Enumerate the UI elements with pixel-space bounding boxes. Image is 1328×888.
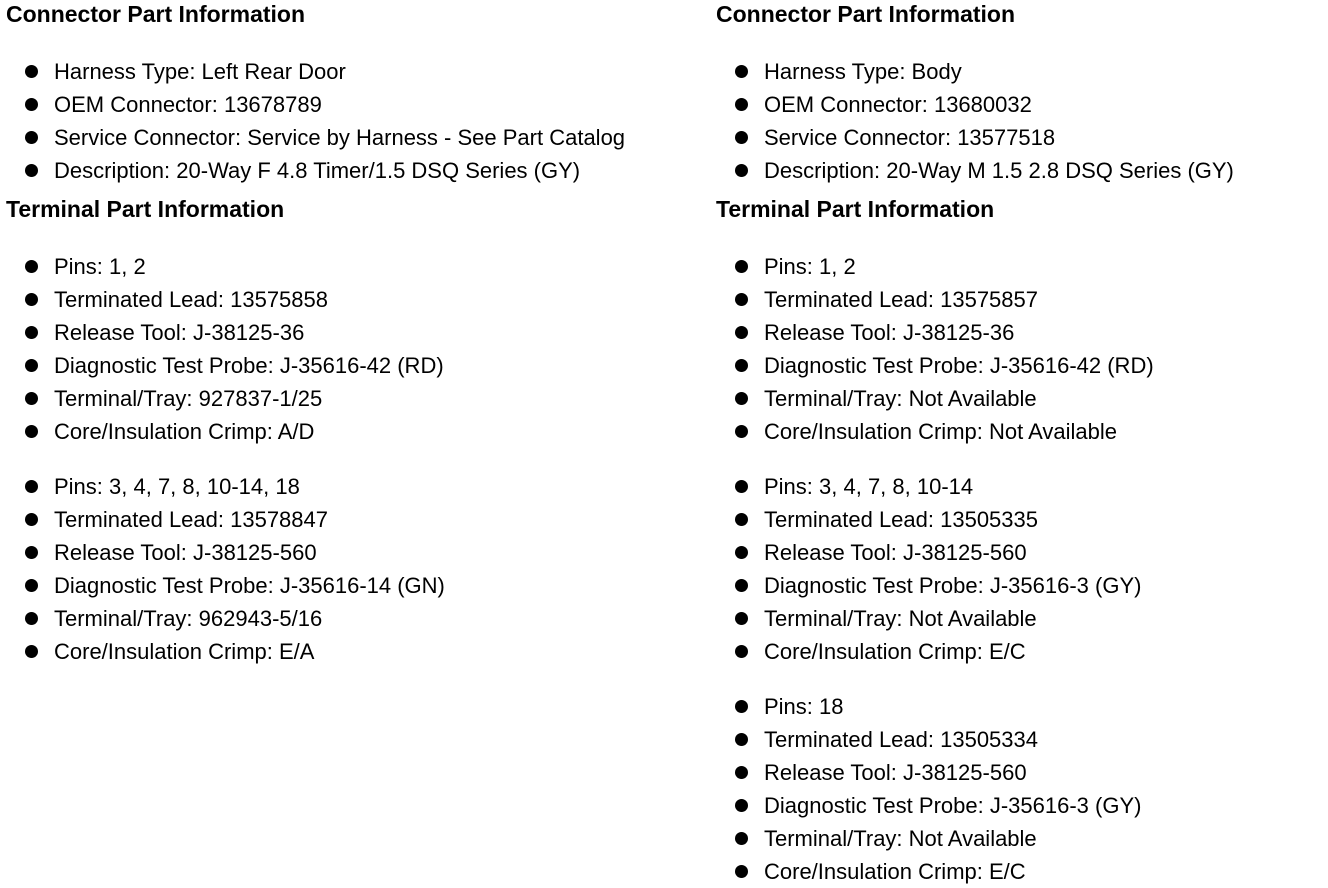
bullet-icon — [25, 513, 38, 526]
bullet-icon — [735, 546, 748, 559]
bullet-icon — [735, 700, 748, 713]
bullet-icon — [735, 98, 748, 111]
bullet-icon — [25, 612, 38, 625]
list-item — [6, 602, 706, 635]
list-item-text: Diagnostic Test Probe: J-35616-42 (RD) — [54, 353, 444, 378]
bullet-icon — [25, 326, 38, 339]
list-item — [716, 470, 1322, 503]
list-item — [716, 154, 1322, 187]
list-item — [6, 536, 706, 569]
list-item-text: Terminal/Tray: 962943-5/16 — [54, 606, 323, 631]
terminal-group-list — [6, 250, 706, 448]
bullet-icon — [25, 579, 38, 592]
list-item-text: OEM Connector: 13680032 — [764, 92, 1032, 117]
terminal-group-list — [6, 470, 706, 668]
left-column — [6, 0, 706, 668]
list-item-text: Diagnostic Test Probe: J-35616-42 (RD) — [764, 353, 1154, 378]
list-item-text: Harness Type: Body — [764, 59, 962, 84]
list-item-text: Diagnostic Test Probe: J-35616-3 (GY) — [764, 573, 1142, 598]
list-item — [716, 283, 1322, 316]
list-item-text: Core/Insulation Crimp: E/A — [54, 639, 315, 664]
right-column — [716, 0, 1322, 888]
terminal-part-heading: Terminal Part Information — [6, 196, 285, 222]
list-item — [716, 690, 1322, 723]
list-item — [716, 250, 1322, 283]
list-item-text: Release Tool: J-38125-560 — [764, 540, 1027, 565]
list-item-text: Release Tool: J-38125-36 — [54, 320, 305, 345]
list-item-text: Description: 20-Way M 1.5 2.8 DSQ Series (GY) — [764, 158, 1234, 183]
bullet-icon — [25, 131, 38, 144]
bullet-icon — [735, 579, 748, 592]
terminal-group-list — [716, 690, 1322, 888]
list-item-text: Diagnostic Test Probe: J-35616-14 (GN) — [54, 573, 445, 598]
bullet-icon — [735, 645, 748, 658]
list-item-text: Core/Insulation Crimp: E/C — [764, 859, 1026, 884]
bullet-icon — [25, 425, 38, 438]
bullet-icon — [735, 513, 748, 526]
bullet-icon — [25, 98, 38, 111]
bullet-icon — [735, 832, 748, 845]
bullet-icon — [25, 260, 38, 273]
list-item — [716, 382, 1322, 415]
list-item-text: Pins: 1, 2 — [764, 254, 856, 279]
list-item — [716, 121, 1322, 154]
list-item-text: Service Connector: Service by Harness - See Part Catalog — [54, 125, 626, 150]
list-item — [716, 855, 1322, 888]
bullet-icon — [735, 359, 748, 372]
list-item — [716, 756, 1322, 789]
list-item — [6, 55, 706, 88]
bullet-icon — [735, 131, 748, 144]
list-item — [716, 88, 1322, 121]
list-item — [6, 283, 706, 316]
list-item-text: Core/Insulation Crimp: E/C — [764, 639, 1026, 664]
list-item-text: Release Tool: J-38125-560 — [764, 760, 1027, 785]
list-item — [716, 415, 1322, 448]
list-item — [716, 503, 1322, 536]
list-item — [6, 470, 706, 503]
bullet-icon — [25, 359, 38, 372]
bullet-icon — [735, 164, 748, 177]
list-item — [6, 250, 706, 283]
bullet-icon — [25, 480, 38, 493]
list-item — [716, 316, 1322, 349]
list-item-text: Terminal/Tray: Not Available — [764, 826, 1037, 851]
list-item-text: Terminated Lead: 13505335 — [764, 507, 1038, 532]
list-item-text: Service Connector: 13577518 — [764, 125, 1056, 150]
list-item-text: Terminated Lead: 13505334 — [764, 727, 1038, 752]
bullet-icon — [735, 480, 748, 493]
list-item-text: OEM Connector: 13678789 — [54, 92, 322, 117]
list-item — [6, 154, 706, 187]
list-item — [716, 55, 1322, 88]
list-item-text: Pins: 18 — [764, 694, 844, 719]
bullet-icon — [735, 766, 748, 779]
list-item-text: Pins: 3, 4, 7, 8, 10-14 — [764, 474, 974, 499]
terminal-group-list — [716, 250, 1322, 448]
connector-part-list — [716, 55, 1322, 187]
list-item-text: Harness Type: Left Rear Door — [54, 59, 346, 84]
list-item — [716, 822, 1322, 855]
list-item — [6, 635, 706, 668]
bullet-icon — [735, 260, 748, 273]
list-item-text: Pins: 1, 2 — [54, 254, 146, 279]
bullet-icon — [735, 733, 748, 746]
list-item — [716, 789, 1322, 822]
terminal-part-heading: Terminal Part Information — [716, 196, 995, 222]
list-item — [716, 602, 1322, 635]
list-item-text: Release Tool: J-38125-560 — [54, 540, 317, 565]
list-item — [6, 569, 706, 602]
bullet-icon — [25, 293, 38, 306]
bullet-icon — [735, 425, 748, 438]
list-item-text: Release Tool: J-38125-36 — [764, 320, 1015, 345]
bullet-icon — [735, 392, 748, 405]
list-item — [716, 635, 1322, 668]
list-item — [716, 536, 1322, 569]
connector-part-heading: Connector Part Information — [716, 1, 1016, 27]
bullet-icon — [25, 164, 38, 177]
list-item-text: Pins: 3, 4, 7, 8, 10-14, 18 — [54, 474, 300, 499]
list-item-text: Terminated Lead: 13578847 — [54, 507, 328, 532]
list-item-text: Terminal/Tray: 927837-1/25 — [54, 386, 323, 411]
bullet-icon — [25, 392, 38, 405]
bullet-icon — [25, 546, 38, 559]
list-item-text: Core/Insulation Crimp: A/D — [54, 419, 315, 444]
list-item — [6, 316, 706, 349]
list-item-text: Terminated Lead: 13575857 — [764, 287, 1038, 312]
list-item — [6, 349, 706, 382]
bullet-icon — [735, 799, 748, 812]
bullet-icon — [735, 326, 748, 339]
list-item — [716, 569, 1322, 602]
list-item — [716, 723, 1322, 756]
connector-part-heading: Connector Part Information — [6, 1, 306, 27]
list-item-text: Core/Insulation Crimp: Not Available — [764, 419, 1117, 444]
bullet-icon — [735, 65, 748, 78]
list-item — [716, 349, 1322, 382]
list-item — [6, 121, 706, 154]
list-item-text: Terminated Lead: 13575858 — [54, 287, 328, 312]
list-item-text: Terminal/Tray: Not Available — [764, 606, 1037, 631]
terminal-group-list — [716, 470, 1322, 668]
bullet-icon — [25, 645, 38, 658]
list-item — [6, 382, 706, 415]
connector-part-list — [6, 55, 706, 187]
list-item-text: Terminal/Tray: Not Available — [764, 386, 1037, 411]
list-item-text: Description: 20-Way F 4.8 Timer/1.5 DSQ Series (GY) — [54, 158, 581, 183]
bullet-icon — [735, 865, 748, 878]
list-item — [6, 503, 706, 536]
list-item — [6, 88, 706, 121]
list-item — [6, 415, 706, 448]
list-item-text: Diagnostic Test Probe: J-35616-3 (GY) — [764, 793, 1142, 818]
bullet-icon — [735, 293, 748, 306]
bullet-icon — [25, 65, 38, 78]
bullet-icon — [735, 612, 748, 625]
